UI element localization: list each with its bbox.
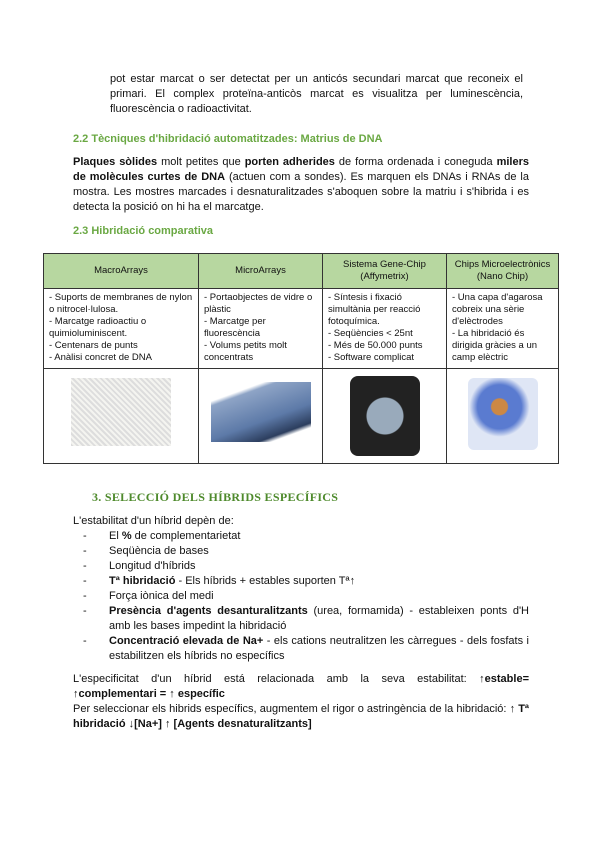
list-item [73,529,529,544]
section-2-2-heading: 2.2 Tècniques d'hibridació automatitzades: Matrius de DNA [73,133,383,145]
bold-text: Presència d'agents desanturalitzants [109,605,308,617]
stability-factors-list [73,529,529,664]
bold-text: Concentració elevada de Na+ [109,635,264,647]
cell-line: - Software complicat [328,352,415,363]
bold-text: porten adherides [244,156,335,168]
text: L'especificitat d'un híbrid está relacionada amb la seva estabilitat: [73,673,480,685]
list-item: - Força iònica del medi [73,589,529,604]
bold-text: ↑estable= ↑complementari = ↑ específic [73,673,529,700]
cell-nano-chip [447,289,559,369]
gene-chip-photo [350,376,420,456]
list-item: - Longitud d'híbrids [73,559,529,574]
section-2-3-heading: 2.3 Hibridació comparativa [73,225,213,237]
list-item [73,574,529,589]
stringency-paragraph [73,702,529,732]
cell-line: - Volums petits molt concentrats [204,340,287,363]
lead-text: L'estabilitat d'un híbrid depèn de: [73,515,234,527]
section-2-2-paragraph [73,155,529,215]
macroarray-photo [71,378,171,446]
cell-image [447,369,559,464]
bold-text: % [121,530,132,542]
cell-line: - Més de 50.000 punts [328,340,423,351]
text: (urea, formamida) - estableixen ponts d'H amb les bases impedint la hibridació [109,605,529,632]
cell-line: - Suports de membranes de nylon o nitrocel·lulosa. [49,292,193,315]
nano-chip-photo [468,378,538,450]
text: El [109,530,122,542]
cell-microarrays [199,289,323,369]
header-gene-chip: Sistema Gene-Chip (Affymetrix) [323,254,447,289]
list-item [73,604,529,634]
cell-image [44,369,199,464]
cell-gene-chip [323,289,447,369]
bold-text: Tª hibridació [109,575,176,587]
image-row [44,369,559,464]
table-row [44,289,559,369]
intro-paragraph: pot estar marcat o ser detectat per un anticós secundari marcat que reconeix el primari. El complex proteïna-anticòs marcat es visualitza per luminescència, fluorescència o radioactivitat. [110,73,523,115]
cell-line: - Una capa d'agarosa cobreix una sèrie d'elèctrodes [452,292,543,327]
header-microarrays: MicroArrays [199,254,323,289]
cell-line: - Anàlisi concret de DNA [49,352,152,363]
bold-text: Tª hibridació ↓[Na+] ↑ [Agents desnaturalitzants] [73,703,529,730]
text: - Els híbrids + estables suporten Tª↑ [175,575,356,587]
list-item [73,634,529,664]
bold-text: Plaques sòlides [73,156,158,168]
header-macroarrays: MacroArrays [44,254,199,289]
section-3-heading: 3. SELECCIÓ DELS HÍBRIDS ESPECÍFICS [92,490,339,504]
cell-line: - Seqüències < 25nt [328,328,413,339]
cell-line: - Síntesis i fixació simultània per reacció fotoquímica. [328,292,421,327]
text: - els cations neutralitzen les càrregues - dels fosfats i estabilitzen els híbrids no específics [109,635,529,662]
cell-macroarrays [44,289,199,369]
section-3-body [73,514,529,732]
cell-line: - Marcatge radioactiu o quimioluminiscent. [49,316,147,339]
list-item: - Seqüència de bases [73,544,529,559]
cell-line: - La hibridació és dirigida gràcies a un camp elèctric [452,328,538,363]
cell-line: - Portaobjectes de vidre o plàstic [204,292,313,315]
text: de complementarietat [131,530,241,542]
comparison-table [43,253,559,464]
text: molt petites que [157,156,245,168]
cell-line: - Centenars de punts [49,340,138,351]
text: de forma ordenada i coneguda [334,156,497,168]
specificity-paragraph [73,672,529,702]
cell-image [323,369,447,464]
text: Per seleccionar els hibrids específics, augmentem el rigor o astringència de la hibridació: ↑ [73,703,519,715]
microarray-photo [211,382,311,442]
cell-image [199,369,323,464]
cell-line: - Marcatge per fluorescència [204,316,266,339]
table-header-row [44,254,559,289]
text: (actuen com a sondes). Es marquen els DNAs i RNAs de la mostra. Les mostres marcades i desnaturalitzades s'aboquen sobre la matriu i s'hibrida i es detecta la posició on hi ha el marcatge. [73,171,529,213]
header-nano-chip: Chips Microelectrònics (Nano Chip) [447,254,559,289]
bold-text: milers de molècules curtes de DNA [73,156,529,183]
